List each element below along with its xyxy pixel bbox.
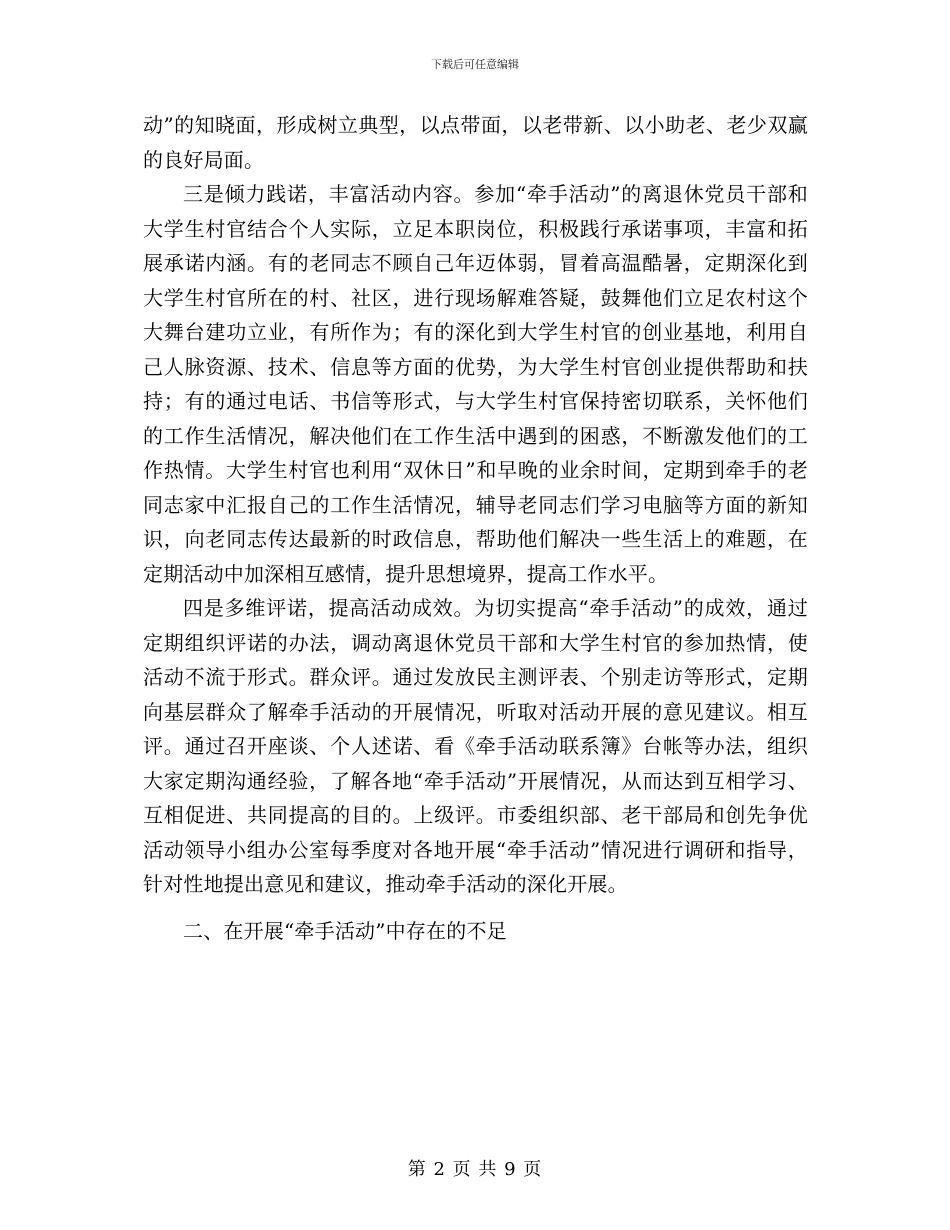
page-header: 下载后可任意编辑 xyxy=(431,58,519,71)
paragraph-item-four: 四是多维评诺，提高活动成效。为切实提高“牵手活动”的成效，通过定期组织评诺的办法，调动离退休党员干部和大学生村官的参加热情，使活动不流于形式。群众评。通过发放民主测评表、个别走访等形式，定期向基层群众了解牵手活动的开展情况，听取对活动开展的意见建议。相互评。通过召开座谈、个人述诺、看《牵手活动联系簿》台帐等办法，组织大家定期沟通经验，了解各地“牵手活动”开展情况，从而达到互相学习、互相促进、共同提高的目的。上级评。市委组织部、老干部局和创先争优活动领导小组办公室每季度对各地开展“牵手活动”情况进行调研和指导，针对性地提出意见和建议，推动牵手活动的深化开展。 xyxy=(143,596,808,896)
paragraph-continuation: 动”的知晓面，形成树立典型，以点带面，以老带新、以小助老、老少双赢的良好局面。 xyxy=(143,113,808,172)
section-heading: 二、在开展“牵手活动”中存在的不足 xyxy=(183,918,507,943)
document-body xyxy=(143,108,808,948)
page-number-footer: 第 2 页 共 9 页 xyxy=(407,1159,543,1180)
paragraph-item-three: 三是倾力践诺，丰富活动内容。参加“牵手活动”的离退休党员干部和大学生村官结合个人实际，立足本职岗位，积极践行承诺事项，丰富和拓展承诺内涵。有的老同志不顾自己年迈体弱，冒着高温酷暑，定期深化到大学生村官所在的村、社区，进行现场解难答疑，鼓舞他们立足农村这个大舞台建功立业，有所作为；有的深化到大学生村官的创业基地，利用自己人脉资源、技术、信息等方面的优势，为大学生村官创业提供帮助和扶持；有的通过电话、书信等形式，与大学生村官保持密切联系，关怀他们的工作生活情况，解决他们在工作生活中遇到的困惑，不断激发他们的工作热情。大学生村官也利用“双休日”和早晚的业余时间，定期到牵手的老同志家中汇报自己的工作生活情况，辅导老同志们学习电脑等方面的新知识，向老同志传达最新的时政信息，帮助他们解决一些生活上的难题，在定期活动中加深相互感情，提升思想境界，提高工作水平。 xyxy=(143,182,808,586)
